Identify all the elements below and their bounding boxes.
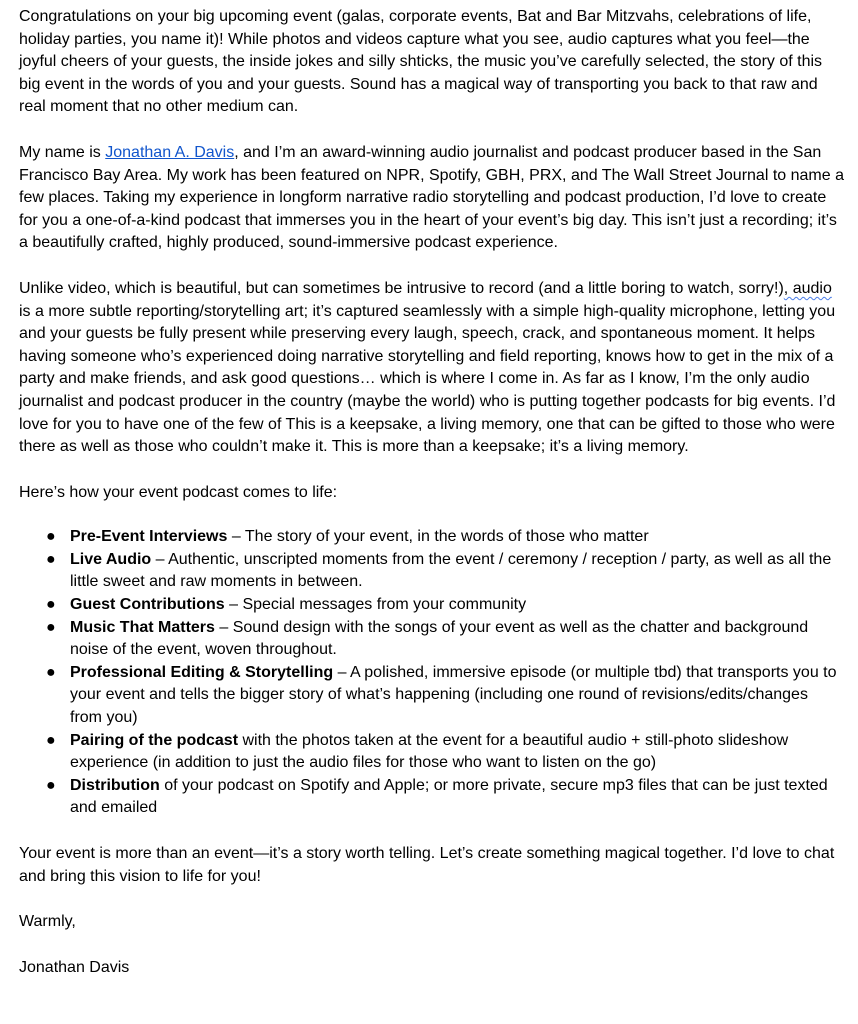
paragraph-intro: Congratulations on your big upcoming event (galas, corporate events, Bat and Bar Mitzvahs, celebrations of life, holiday parties, you name it)! While photos and videos capture what you see, audio captures what you feel—the joyful cheers of your guests, the inside jokes and silly shticks, the music you’ve carefully selected, the story of this big event in the words of you and your guests. Sound has a magical way of transporting you back to that raw and real moment that no other medium can.	[19, 8, 823, 116]
audio-text-before: Unlike video, which is beautiful, but can sometimes be intrusive to record (and a little boring to watch, sorry!)	[19, 279, 784, 297]
feature-title: Pre-Event Interviews	[70, 528, 228, 546]
signature: Jonathan Davis	[19, 958, 130, 976]
list-item	[46, 617, 844, 662]
bullet-icon: ●	[46, 550, 56, 568]
feature-description: – A polished, immersive episode (or multiple tbd) that transports you to your event and tells the bigger story of what’s happening (including one round of revisions/edits/changes from you)	[70, 663, 837, 727]
list-item	[46, 526, 844, 549]
feature-list	[19, 526, 844, 820]
feature-description: – The story of your event, in the words of those who matter	[227, 528, 649, 546]
bullet-icon: ●	[46, 731, 56, 749]
paragraph-audio-vs-video	[19, 278, 844, 459]
feature-description: – Sound design with the songs of your event as well as the chatter and background noise of the event, woven throughout.	[70, 618, 809, 659]
bullet-icon: ●	[46, 776, 56, 794]
bullet-icon: ●	[46, 663, 56, 681]
author-link[interactable]: Jonathan A. Davis	[105, 143, 235, 161]
signoff: Warmly,	[19, 913, 76, 931]
audio-text-after: is a more subtle reporting/storytelling art; it’s captured seamlessly with a simple high-quality microphone, letting you and your guests be fully present while preserving every laugh, speech, crack, and spontaneous moment. It helps having someone who’s experienced doing narrative storytelling and field reporting, knows how to get in the mix of a party and make friends, and ask good questions… which is where I come in. As far as I know, I’m the only audio journalist and podcast producer in the country (maybe the world) who is putting together podcasts for big events. I’d love for you to have one of the few of This is a keepsake, a living memory, one that can be gifted to those who were there as well as those who couldn’t make it. This is more than a keepsake; it’s a living memory.	[19, 302, 836, 456]
list-item	[46, 775, 844, 820]
spellcheck-flag[interactable]: , audio	[783, 279, 832, 297]
about-text-before: My name is	[19, 143, 106, 161]
list-intro: Here’s how your event podcast comes to life:	[19, 483, 338, 501]
list-item	[46, 730, 844, 775]
list-item	[46, 549, 844, 594]
paragraph-closing: Your event is more than an event—it’s a story worth telling. Let’s create something magical together. I’d love to chat and bring this vision to life for you!	[19, 845, 835, 885]
list-item	[46, 594, 844, 617]
feature-description: with the photos taken at the event for a beautiful audio + still-photo slideshow experience (in addition to just the audio files for those who want to listen on the go)	[70, 731, 789, 772]
list-item	[46, 662, 844, 730]
feature-title: Music That Matters	[70, 618, 215, 636]
feature-title: Professional Editing & Storytelling	[70, 663, 334, 681]
feature-description: – Special messages from your community	[224, 596, 527, 614]
paragraph-about	[19, 142, 844, 255]
feature-title: Live Audio	[70, 550, 152, 568]
feature-title: Guest Contributions	[70, 596, 225, 614]
feature-description: of your podcast on Spotify and Apple; or more private, secure mp3 files that can be just texted and emailed	[70, 776, 828, 817]
feature-title: Distribution	[70, 776, 160, 794]
bullet-icon: ●	[46, 528, 56, 546]
feature-description: – Authentic, unscripted moments from the event / ceremony / reception / party, as well as all the little sweet and raw moments in between.	[70, 550, 832, 591]
bullet-icon: ●	[46, 596, 56, 614]
bullet-icon: ●	[46, 618, 56, 636]
feature-title: Pairing of the podcast	[70, 731, 239, 749]
about-text-after: , and I’m an award-winning audio journalist and podcast producer based in the San Francisco Bay Area. My work has been featured on NPR, Spotify, GBH, PRX, and The Wall Street Journal to name a few places. Taking my experience in longform narrative radio storytelling and podcast production, I’d love to create for you a one-of-a-kind podcast that immerses you in the heart of your event’s big day. This isn’t just a recording; it’s a beautifully crafted, highly produced, sound-immersive podcast experience.	[19, 143, 844, 252]
